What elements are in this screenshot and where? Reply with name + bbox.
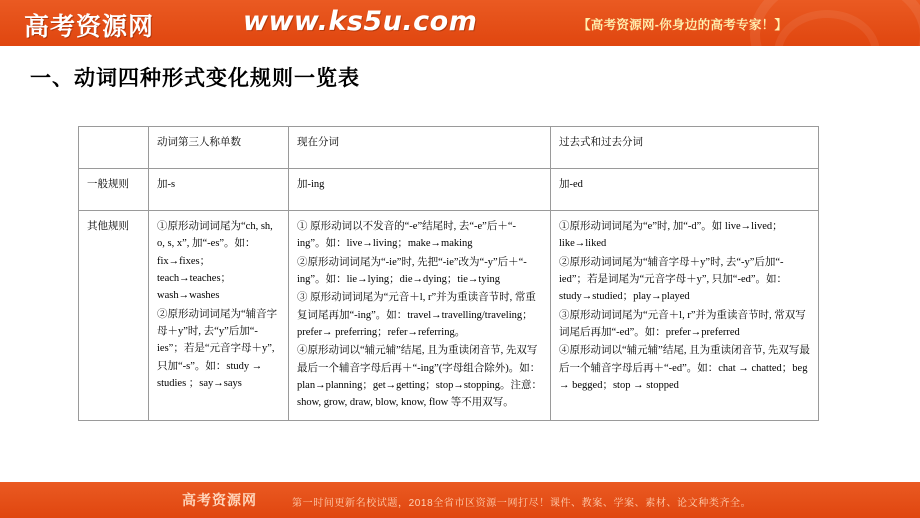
table-header-present-participle: 现在分词 [289, 127, 551, 169]
row-label-other: 其他规则 [79, 211, 149, 421]
rule-item: ②原形动词词尾为“-ie”时, 先把“-ie”改为“-y”后＋“-ing”。如：lie→lying；die→dying；tie→tying [297, 256, 527, 285]
table-header-third-person: 动词第三人称单数 [149, 127, 289, 169]
table-header-row [79, 127, 819, 169]
bottom-banner [0, 482, 920, 518]
rules-table-container [78, 126, 818, 421]
rule-item: ④原形动词以“辅元辅”结尾, 且为重读闭音节, 先双写最后一个辅音字母后再＋“-ing”(字母组合除外)。如：plan→planning；get→getting；stop→stopping。注意：show, grow, draw, blow, know, flow 等不用双写。 [297, 345, 542, 409]
rule-item: ②原形动词词尾为“辅音字母＋y”时, 去“y”后加“-ies”；若是“元音字母＋y”, 只加“-s”。如：study → studies ；say→says [157, 308, 278, 389]
site-tagline: 【高考资源网-你身边的高考专家！】 [578, 18, 788, 32]
verb-forms-table [78, 126, 819, 421]
table-header-corner [79, 127, 149, 169]
cell-general-present-participle: 加-ing [289, 169, 551, 211]
rule-item: ①原形动词词尾为“ch, sh, o, s, x”, 加“-es”。如：fix→fixes；teach→teaches；wash→washes [157, 221, 273, 302]
rule-item: ②原形动词词尾为“辅音字母＋y”时, 去“-y”后加“-ied”；若是词尾为“元音字母＋y”, 只加“-ed”。如：study→studied；play→played [559, 256, 788, 303]
rule-item: ③ 原形动词词尾为“元音＋l, r”并为重读音节时, 常重复词尾再加“-ing”。如：travel→travelling/traveling；prefer→ preferring；refer→referring。 [297, 292, 536, 338]
cell-other-past-forms [551, 211, 819, 421]
table-row [79, 211, 819, 421]
top-banner [0, 0, 920, 46]
site-url: www.ks5u.com [243, 6, 478, 37]
cell-other-third-person [149, 211, 289, 421]
site-logo: 高考资源网 [24, 14, 155, 41]
rule-item: ①原形动词词尾为“e”时, 加“-d”。如 live→lived；like→liked [559, 221, 783, 250]
table-row [79, 169, 819, 211]
rule-item: ① 原形动词以不发音的“-e”结尾时, 去“-e”后＋“-ing”。如：live→living；make→making [297, 221, 516, 250]
rule-item: ④原形动词以“辅元辅”结尾, 且为重读闭音节, 先双写最后一个辅音字母后再＋“-ed”。如：chat → chatted；beg → begged；stop → stopped [559, 345, 810, 391]
cell-general-past-forms: 加-ed [551, 169, 819, 211]
row-label-general: 一般规则 [79, 169, 149, 211]
table-header-past-forms: 过去式和过去分词 [551, 127, 819, 169]
cell-other-present-participle [289, 211, 551, 421]
footer-logo: 高考资源网 [182, 494, 257, 509]
footer-text: 第一时间更新名校试题，2018全省市区资源一网打尽！课件、教案、学案、素材、论文种类齐全。 [292, 498, 752, 509]
page-title: 一、动词四种形式变化规则一览表 [30, 66, 360, 90]
rule-item: ③原形动词词尾为“元音＋l, r”并为重读音节时, 常双写词尾后再加“-ed”。如：prefer→preferred [559, 309, 806, 338]
cell-general-third-person: 加-s [149, 169, 289, 211]
